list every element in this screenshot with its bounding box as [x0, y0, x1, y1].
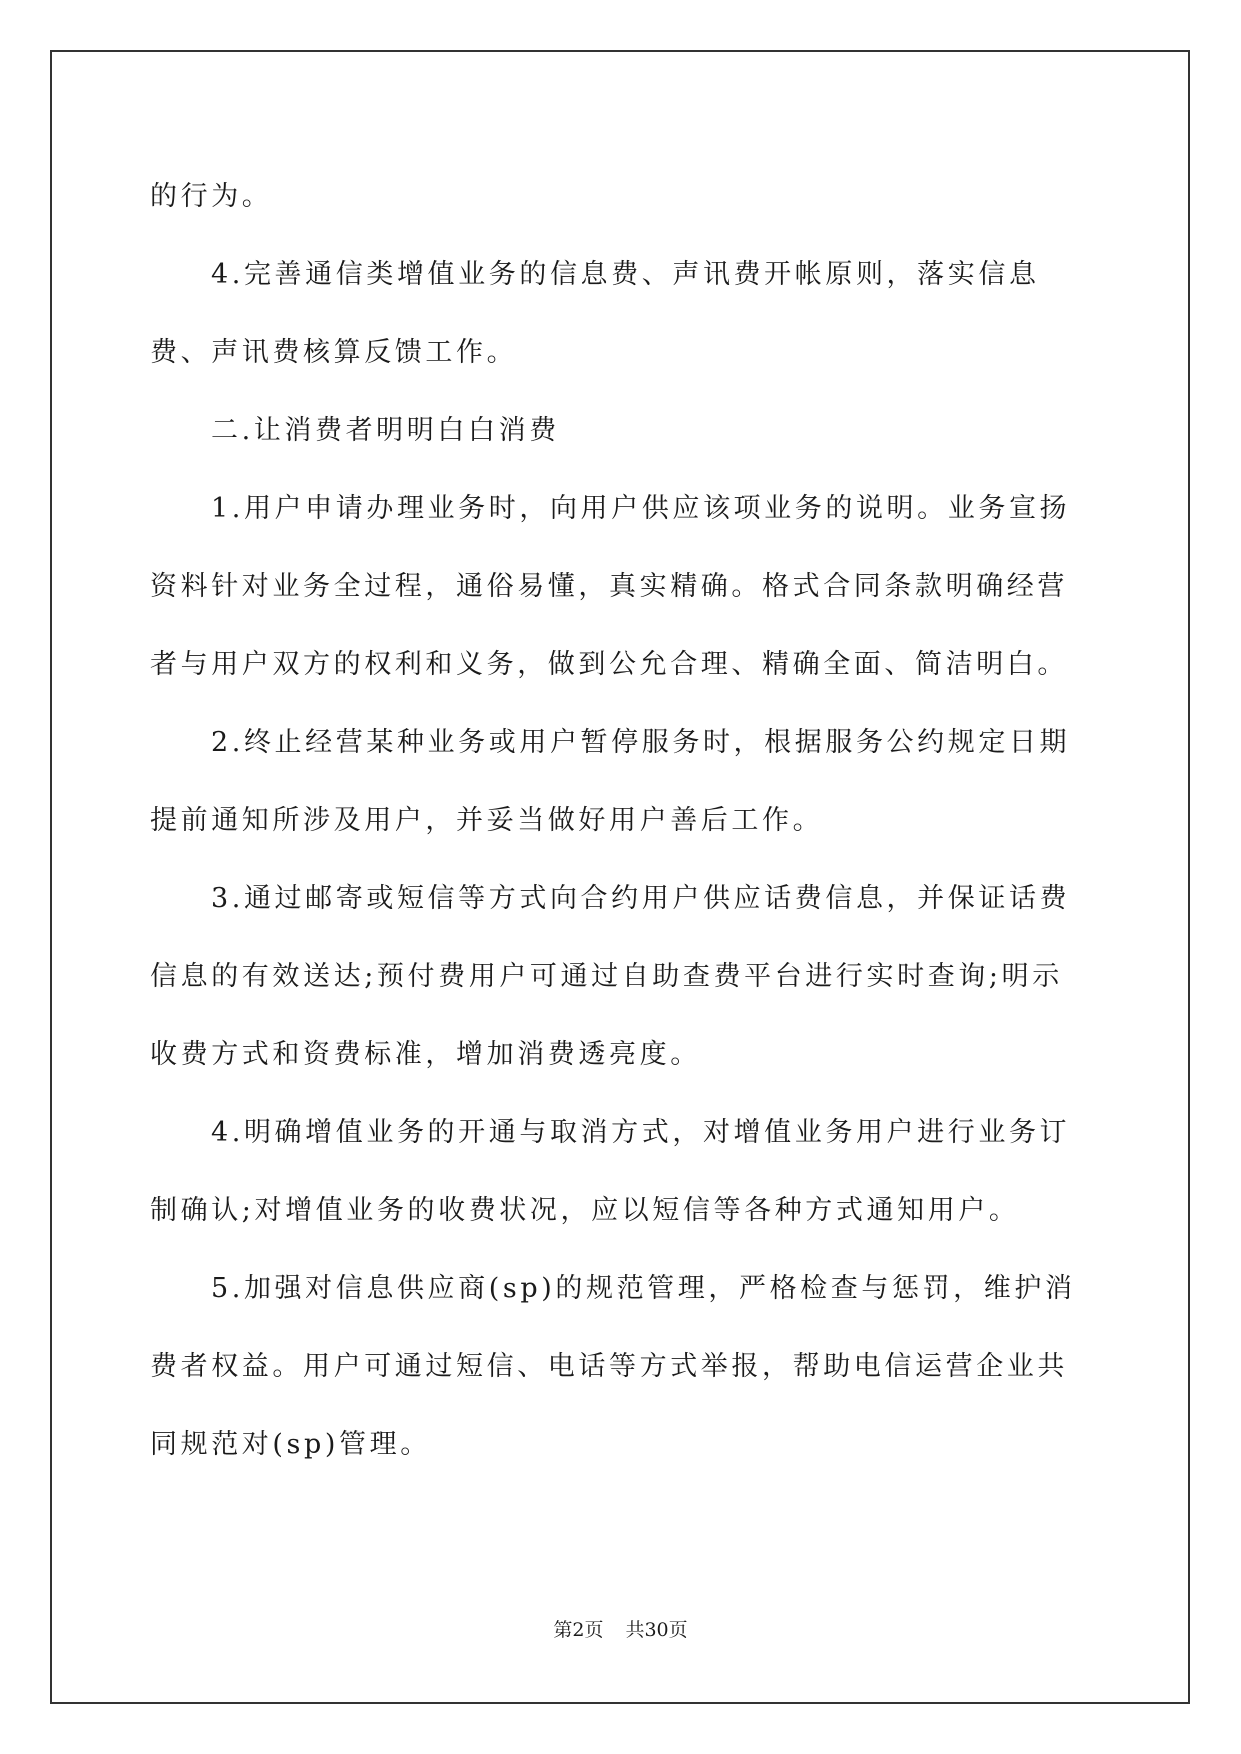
paragraph: 3.通过邮寄或短信等方式向合约用户供应话费信息，并保证话费信息的有效送达;预付费用户可通过自助查费平台进行实时查询;明示收费方式和资费标准，增加消费透亮度。 — [150, 883, 1071, 1070]
paragraph: 1.用户申请办理业务时，向用户供应该项业务的说明。业务宣扬资料针对业务全过程，通俗易懂，真实精确。格式合同条款明确经营者与用户双方的权利和义务，做到公允合理、精确全面、简洁明白。 — [150, 493, 1071, 680]
section-heading: 二.让消费者明明白白消费 — [211, 415, 560, 446]
page-number: 第2页 — [553, 1619, 604, 1641]
paragraph: 4.完善通信类增值业务的信息费、声讯费开帐原则，落实信息费、声讯费核算反馈工作。 — [150, 259, 1040, 368]
paragraph: 5.加强对信息供应商(sp)的规范管理，严格检查与惩罚，维护消费者权益。用户可通过短信、电话等方式举报，帮助电信运营企业共同规范对(sp)管理。 — [150, 1273, 1076, 1460]
page-total: 共30页 — [625, 1619, 688, 1641]
paragraph: 的行为。 — [150, 181, 273, 212]
page-footer — [0, 1617, 1241, 1643]
paragraph: 2.终止经营某种业务或用户暂停服务时，根据服务公约规定日期提前通知所涉及用户，并妥当做好用户善后工作。 — [150, 727, 1071, 836]
document-body — [150, 158, 1090, 1484]
paragraph: 4.明确增值业务的开通与取消方式，对增值业务用户进行业务订制确认;对增值业务的收费状况，应以短信等各种方式通知用户。 — [150, 1117, 1071, 1226]
